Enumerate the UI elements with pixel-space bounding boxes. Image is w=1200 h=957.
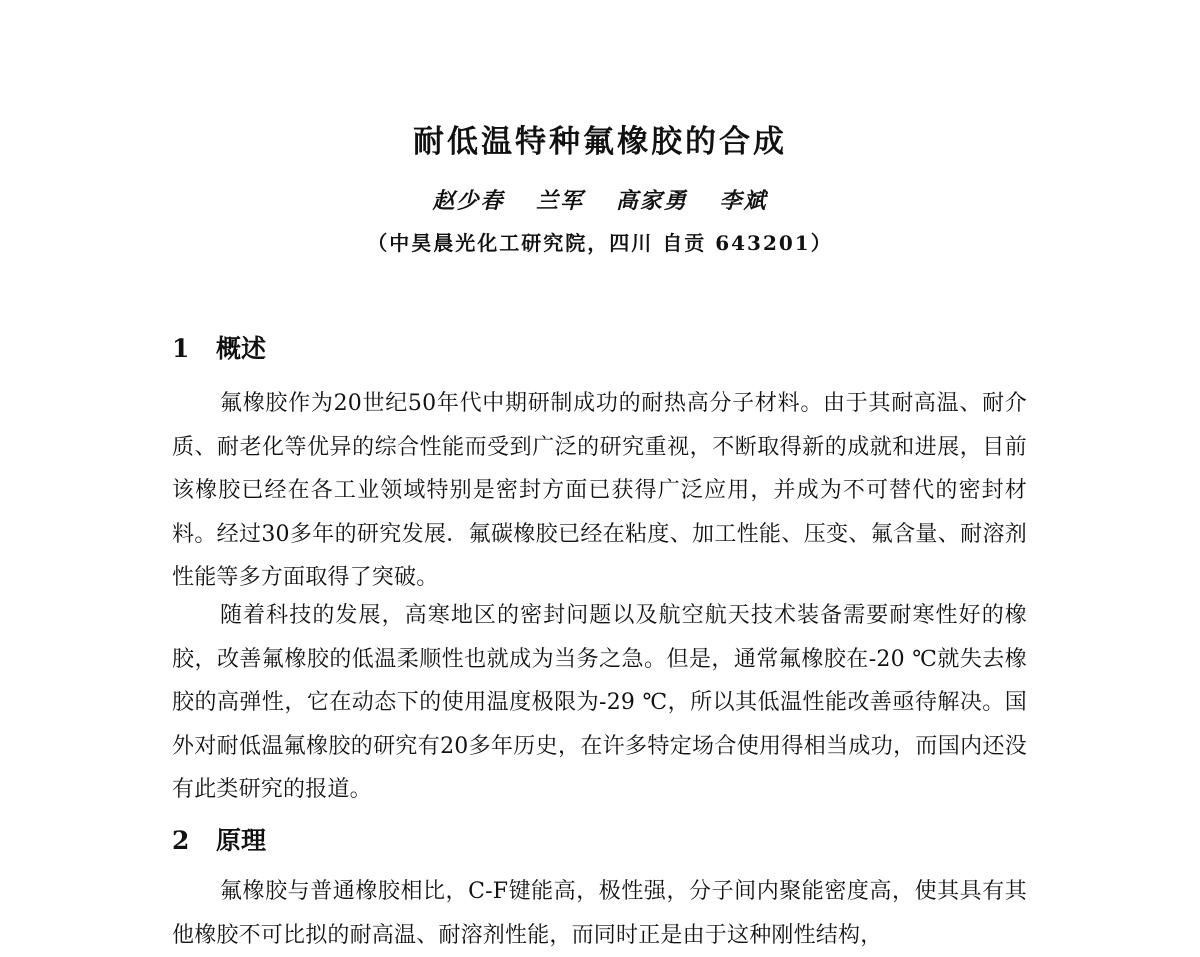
section-title: 原理 [216,826,267,855]
section-heading-overview [172,331,266,367]
author-name: 李斌 [719,188,768,214]
paragraph: 氟橡胶作为20世纪50年代中期研制成功的耐热高分子材料。由于其耐高温、耐介质、耐老化等优异的综合性能而受到广泛的研究重视，不断取得新的成就和进展，目前该橡胶已经在各工业领域特别是密封方面已获得广泛应用，并成为不可替代的密封材料。经过30多年的研究发展．氟碳橡胶已经在粘度、加工性能、压变、氟含量、耐溶剂性能等多方面取得了突破。 [172,391,1027,590]
paper-title: 耐低温特种氟橡胶的合成 [413,124,787,160]
section-heading-principle [172,823,266,859]
author-name: 赵少春 [432,188,505,214]
author-list [0,186,1200,216]
section-number: 1 [172,334,190,363]
author-name: 高家勇 [615,188,688,214]
section-title: 概述 [216,334,267,363]
author-name: 兰军 [536,188,585,214]
section-number: 2 [172,826,190,855]
paragraph: 随着科技的发展，高寒地区的密封问题以及航空航天技术装备需要耐寒性好的橡胶，改善氟橡胶的低温柔顺性也就成为当务之急。但是，通常氟橡胶在-20 ℃就失去橡胶的高弹性，它在动态下的使用温度极限为-29 ℃，所以其低温性能改善亟待解决。国外对耐低温氟橡胶的研究有20多年历史，在许多特定场合使用得相当成功，而国内还没有此类研究的报道。 [172,603,1027,802]
author-affiliation: （中昊晨光化工研究院，四川 自贡 643201） [367,231,833,255]
paragraph: 氟橡胶与普通橡胶相比，C-F键能高，极性强，分子间内聚能密度高，使其具有其他橡胶不可比拟的耐高温、耐溶剂性能，而同时正是由于这种刚性结构， [172,879,1027,948]
